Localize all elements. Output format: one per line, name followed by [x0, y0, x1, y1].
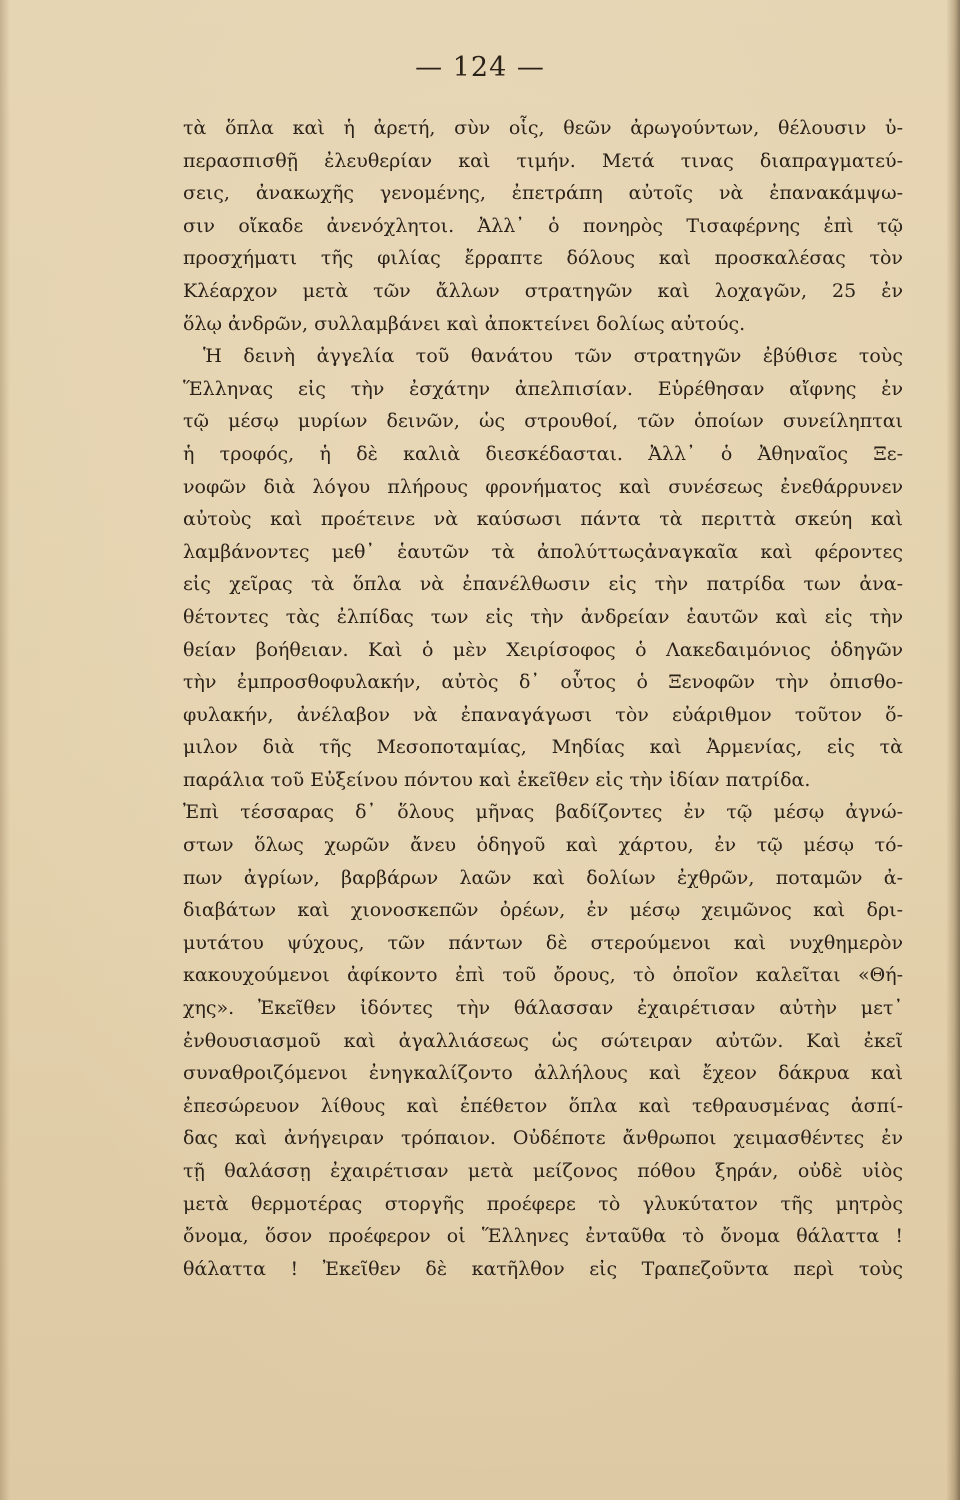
text-line: μετὰ θερμοτέρας στοργῆς προέφερε τὸ γλυκύτατον τῆς μητρὸς: [183, 1192, 903, 1215]
text-line: τῷ μέσῳ μυρίων δεινῶν, ὡς στρουθοί, τῶν ὁποίων συνείληπται: [183, 410, 903, 433]
text-line: Ἐπὶ τέσσαρας δ᾽ ὅλους μῆνας βαδίζοντες ἐν τῷ μέσῳ ἀγνώ-: [183, 801, 903, 824]
text-line: εἰς χεῖρας τὰ ὅπλα νὰ ἐπανέλθωσιν εἰς τὴν πατρίδα των ἀνα-: [183, 573, 903, 596]
text-line: κακουχούμενοι ἀφίκοντο ἐπὶ τοῦ ὄρους, τὸ ὁποῖον καλεῖται «Θή-: [183, 964, 903, 987]
text-line: ὄνομα, ὅσον προέφερον οἱ Ἕλληνες ἐνταῦθα τὸ ὄνομα θάλαττα !: [183, 1225, 903, 1248]
text-line: τὰ ὅπλα καὶ ἡ ἀρετή, σὺν οἷς, θεῶν ἀρωγούντων, θέλουσιν ὑ-: [183, 117, 903, 139]
text-line: τὴν ἐμπροσθοφυλακήν, αὐτὸς δ᾽ οὗτος ὁ Ξενοφῶν τὴν ὀπισθο-: [183, 671, 903, 694]
text-line: Ἡ δεινὴ ἀγγελία τοῦ θανάτου τῶν στρατηγῶν ἐβύθισε τοὺς: [203, 345, 903, 368]
text-line: Κλέαρχον μετὰ τῶν ἄλλων στρατηγῶν καὶ λοχαγῶν, 25 ἐν: [183, 279, 903, 302]
text-line: ἐπεσώρευον λίθους καὶ ἐπέθετον ὅπλα καὶ τεθραυσμένας ἀσπί-: [183, 1094, 903, 1117]
text-line: μυτάτου ψύχους, τῶν πάντων δὲ στερούμενοι καὶ νυχθημερὸν: [183, 931, 903, 954]
text-line: συναθροιζόμενοι ἐνηγκαλίζοντο ἀλλήλους καὶ ἔχεον δάκρυα καὶ: [183, 1062, 903, 1085]
page-left-shadow: [0, 0, 10, 1500]
text-line: ἡ τροφός, ἡ δὲ καλιὰ διεσκέδασται. Ἀλλ᾽ ὁ Ἀθηναῖος Ξε-: [183, 442, 903, 465]
text-line: ἐνθουσιασμοῦ καὶ ἀγαλλιάσεως ὡς σώτειραν αὐτῶν. Καὶ ἐκεῖ: [183, 1029, 903, 1052]
text-line: θείαν βοήθειαν. Καὶ ὁ μὲν Χειρίσοφος ὁ Λακεδαιμόνιος ὁδηγῶν: [183, 638, 903, 661]
body-text: [183, 112, 903, 1285]
text-line: προσχήματι τῆς φιλίας ἔρραπτε δόλους καὶ προσκαλέσας τὸν: [183, 247, 903, 270]
text-line: μιλον διὰ τῆς Μεσοποταμίας, Μηδίας καὶ Ἀρμενίας, εἰς τὰ: [183, 736, 903, 759]
text-line: θάλαττα ! Ἐκεῖθεν δὲ κατῆλθον εἰς Τραπεζοῦντα περὶ τοὺς: [183, 1257, 903, 1280]
text-line: νοφῶν διὰ λόγου πλήρους φρονήματος καὶ συνέσεως ἐνεθάρρυνεν: [183, 475, 903, 498]
text-line: θέτοντες τὰς ἐλπίδας των εἰς τὴν ἀνδρείαν ἑαυτῶν καὶ εἰς τὴν: [183, 605, 903, 628]
text-line: φυλακήν, ἀνέλαβον νὰ ἐπαναγάγωσι τὸν εὐάριθμον τοῦτον ὅ-: [183, 703, 903, 726]
text-line: ὅλῳ ἀνδρῶν, συλλαμβάνει καὶ ἀποκτείνει δολίως αὐτούς.: [183, 312, 746, 335]
text-line: τῇ θαλάσσῃ ἐχαιρέτισαν μετὰ μείζονος πόθου ξηράν, οὐδὲ υἱὸς: [183, 1160, 903, 1182]
text-line: Ἕλληνας εἰς τὴν ἐσχάτην ἀπελπισίαν. Εὑρέθησαν αἴφνης ἐν: [183, 377, 903, 400]
text-line: διαβάτων καὶ χιονοσκεπῶν ὀρέων, ἐν μέσῳ χειμῶνος καὶ δρι-: [183, 899, 903, 922]
text-line: σιν οἴκαδε ἀνενόχλητοι. Ἀλλ᾽ ὁ πονηρὸς Τισαφέρνης ἐπὶ τῷ: [183, 214, 903, 237]
text-line: χης». Ἐκεῖθεν ἰδόντες τὴν θάλασσαν ἐχαιρέτισαν αὐτὴν μετ᾽: [183, 997, 903, 1020]
text-line: παράλια τοῦ Εὐξείνου πόντου καὶ ἐκεῖθεν εἰς τὴν ἰδίαν πατρίδα.: [183, 768, 811, 791]
text-line: περασπισθῇ ἐλευθερίαν καὶ τιμήν. Μετά τινας διαπραγματεύ-: [183, 149, 903, 172]
text-line: αὐτοὺς καὶ προέτεινε νὰ καύσωσι πάντα τὰ περιττὰ σκεύη καὶ: [183, 508, 903, 531]
text-line: σεις, ἀνακωχῆς γενομένης, ἐπετράπη αὐτοῖς νὰ ἐπανακάμψω-: [183, 182, 903, 205]
text-line: λαμβάνοντες μεθ᾽ ἑαυτῶν τὰ ἀπολύττωςἀναγκαῖα καὶ φέροντες: [183, 540, 903, 563]
text-line: πων ἀγρίων, βαρβάρων λαῶν καὶ δολίων ἐχθρῶν, ποταμῶν ἀ-: [183, 866, 903, 889]
text-line: στων ὅλως χωρῶν ἄνευ ὁδηγοῦ καὶ χάρτου, ἐν τῷ μέσῳ τό-: [183, 834, 903, 857]
page-number: — 124 —: [415, 52, 545, 83]
text-line: δας καὶ ἀνήγειραν τρόπαιον. Οὐδέποτε ἄνθρωποι χειμασθέντες ἐν: [183, 1127, 903, 1150]
page-right-shadow: [946, 0, 960, 1500]
